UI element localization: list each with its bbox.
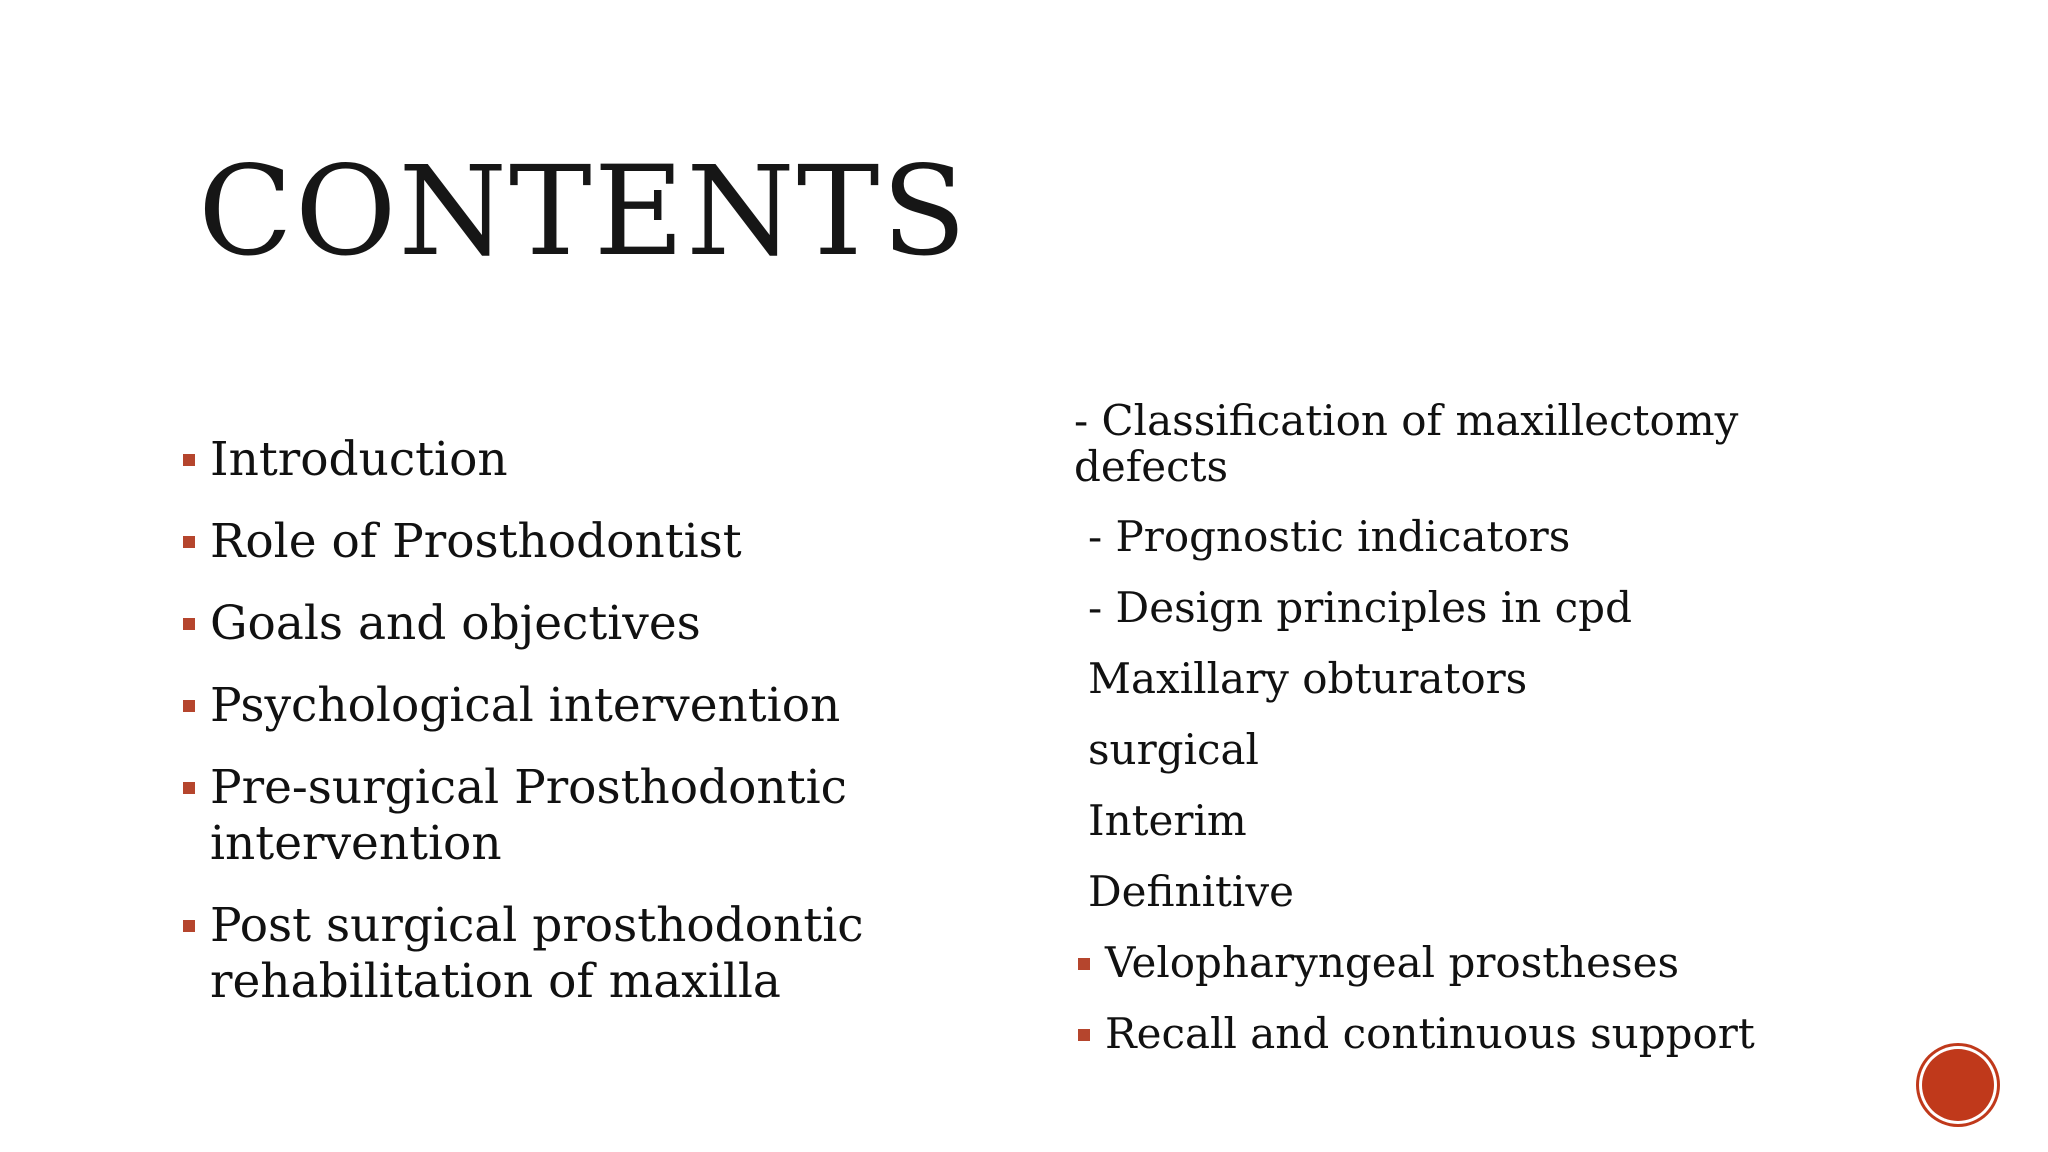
list-item-interim (1074, 798, 1794, 844)
list-item-introduction (180, 432, 900, 488)
square-bullet-icon (183, 920, 195, 932)
contents-right-list (1074, 398, 1794, 1082)
list-item-maxillary-obturators (1074, 656, 1794, 702)
list-item-label: Velopharyngeal prostheses (1105, 938, 1679, 987)
list-item-label: - Classification of maxillectomy (1074, 396, 1739, 445)
list-item-velopharyngeal-prostheses (1074, 940, 1794, 986)
list-item-label-continued: intervention (210, 816, 502, 871)
list-item-pre-surgical-intervention (180, 760, 900, 872)
square-bullet-icon (183, 536, 195, 548)
list-item-label: surgical (1088, 725, 1259, 774)
square-bullet-icon (183, 700, 195, 712)
square-bullet-icon (1078, 1029, 1090, 1041)
list-item-role-of-prosthodontist (180, 514, 900, 570)
list-item-post-surgical-rehabilitation (180, 898, 900, 1010)
list-item-label: Maxillary obturators (1088, 654, 1528, 703)
contents-left-list (180, 432, 900, 1036)
list-item-label: - Prognostic indicators (1088, 512, 1571, 561)
list-item-surgical (1074, 727, 1794, 773)
navigation-circle-button[interactable] (1922, 1049, 1994, 1121)
list-item-psychological-intervention (180, 678, 900, 734)
list-item-prognostic-indicators (1074, 514, 1794, 560)
list-item-label: Introduction (210, 432, 508, 487)
list-item-design-principles (1074, 585, 1794, 631)
list-item-label: Pre-surgical Prosthodontic (210, 760, 847, 815)
list-item-label: Recall and continuous support (1105, 1009, 1755, 1058)
square-bullet-icon (183, 782, 195, 794)
list-item-label: Interim (1088, 796, 1247, 845)
list-item-label: Post surgical prosthodontic (210, 898, 864, 953)
list-item-label-continued: defects (1074, 442, 1229, 491)
list-item-label-continued: rehabilitation of maxilla (210, 954, 781, 1009)
list-item-classification (1074, 398, 1794, 490)
list-item-label: Goals and objectives (210, 596, 701, 651)
square-bullet-icon (183, 618, 195, 630)
list-item-label: Definitive (1088, 867, 1294, 916)
list-item-definitive (1074, 869, 1794, 915)
list-item-goals-and-objectives (180, 596, 900, 652)
slide-title: CONTENTS (198, 140, 969, 284)
square-bullet-icon (1078, 958, 1090, 970)
list-item-label: Role of Prosthodontist (210, 514, 742, 569)
list-item-recall-and-support (1074, 1011, 1794, 1057)
square-bullet-icon (183, 454, 195, 466)
list-item-label: Psychological intervention (210, 678, 841, 733)
list-item-label: - Design principles in cpd (1088, 583, 1632, 632)
